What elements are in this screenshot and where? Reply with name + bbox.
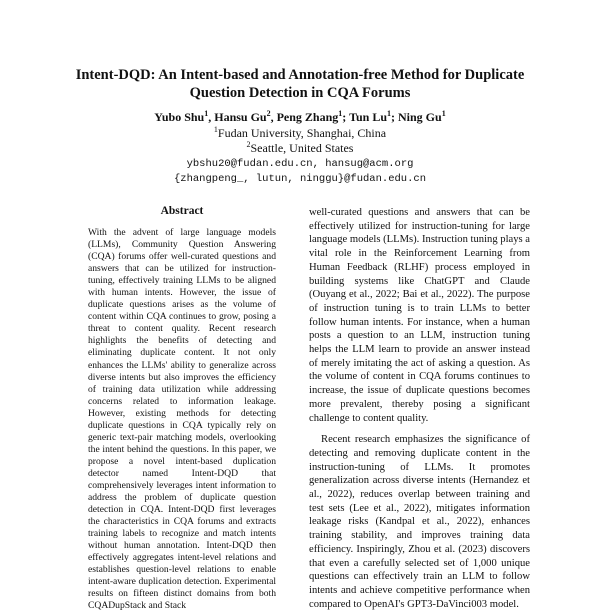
author-hansu: Hansu Gu — [214, 110, 267, 124]
paper-title — [40, 66, 560, 102]
right-column — [309, 206, 530, 611]
title-line-1: Intent-DQD: An Intent-based and Annotation-free Method for Duplicate — [75, 67, 525, 83]
author-block — [40, 110, 560, 188]
author-yubo: Yubo Shu — [154, 110, 205, 124]
abstract-heading: Abstract — [160, 205, 204, 217]
title-line-2: Question Detection in CQA Forums — [189, 85, 411, 101]
author-ning: Ning Gu — [398, 110, 442, 124]
author-tun: Tun Lu — [349, 110, 387, 124]
right-paragraph-1: well-curated questions and answers that can be effectively utilized for instruction-tuning for large language models (LLMs). Instruction tuning plays a vital role in the Reinforcement Learning from Human Feedback (RLHF) process employed in building systems like ChatGPT and Claude (Ouyang et al., 2022; Bai et al., 2022). The purpose of instruction tuning is to train LLMs to better follow human intents. For instance, when a human posts a question to an LLM, instruction tuning helps the LLM learn to provide an answer instead of merely imitating the act of asking a question. As the volume of content in CQA forums continues to increase, the issue of duplicate questions becomes more prevalent, thereby posing a significant challenge to content quality. — [309, 207, 530, 424]
email-line-2: {zhangpeng_, lutun, ninggu}@fudan.edu.cn — [173, 173, 427, 185]
right-paragraph-2: Recent research emphasizes the significance of detecting and removing duplicate content in the instruction-tuning of LLMs. It promotes generalization across diverse intents (Hernandez et al., 2022), reduces overlap between training and test sets (Lee et al., 2022), mitigates information leakage risks (Kandpal et al., 2022), enhances training stability, and improves training data efficiency. Inspiringly, Zhou et al. (2023) discovers that even a carefully selected set of 1,000 unique questions can effectively train an LLM to follow intents and achieve competitive performance when compared to OpenAI's GPT3-DaVinci003 model. — [309, 434, 530, 610]
author-peng: Peng Zhang — [276, 110, 339, 124]
email-line-1: ybshu20@fudan.edu.cn, hansug@acm.org — [186, 157, 414, 170]
affiliation-1: $^1$Fudan University, Shanghai, China — [213, 124, 387, 140]
abstract-body: With the advent of large language models (LLMs), Community Question Answering (CQA) forums offer well-curated questions and answers that can be utilized for instruction-tuning, effectively training LLMs to be aligned with human intents. However, the issue of duplicate questions arises as the volume of content within CQA continues to grow, posing a threat to content quality. Recent research highlights the benefits of detecting and eliminating duplicate content. It not only enhances the LLMs' ability to generalize across diverse intents but also improves the efficiency of training data utilization while addressing concerns related to information leakage. However, existing methods for detecting duplicate questions in CQA typically rely on generic text-pair matching models, overlooking the intent behind the questions. In this paper, we propose a novel intent-based duplication detector named Intent-DQD that comprehensively leverages intent information to address the problem of duplicate question detection in CQA. Intent-DQD first leverages the characteristics in CQA forums and extracts training labels to recognize and match intents without human annotation. Intent-DQD then effectively aggregates intent-level relations and establishes question-level relations to enable intent-aware duplication detection. Experimental results on fifteen distinct domains from both CQADupStack and Stack — [88, 227, 276, 612]
author-names: Yubo Shu$^1$, Hansu Gu$^2$, Peng Zhang$^1$; Tun Lu$^1$; Ning Gu$^1$ — [154, 109, 446, 124]
affiliation-2: $^2$Seattle, United States — [246, 140, 354, 155]
